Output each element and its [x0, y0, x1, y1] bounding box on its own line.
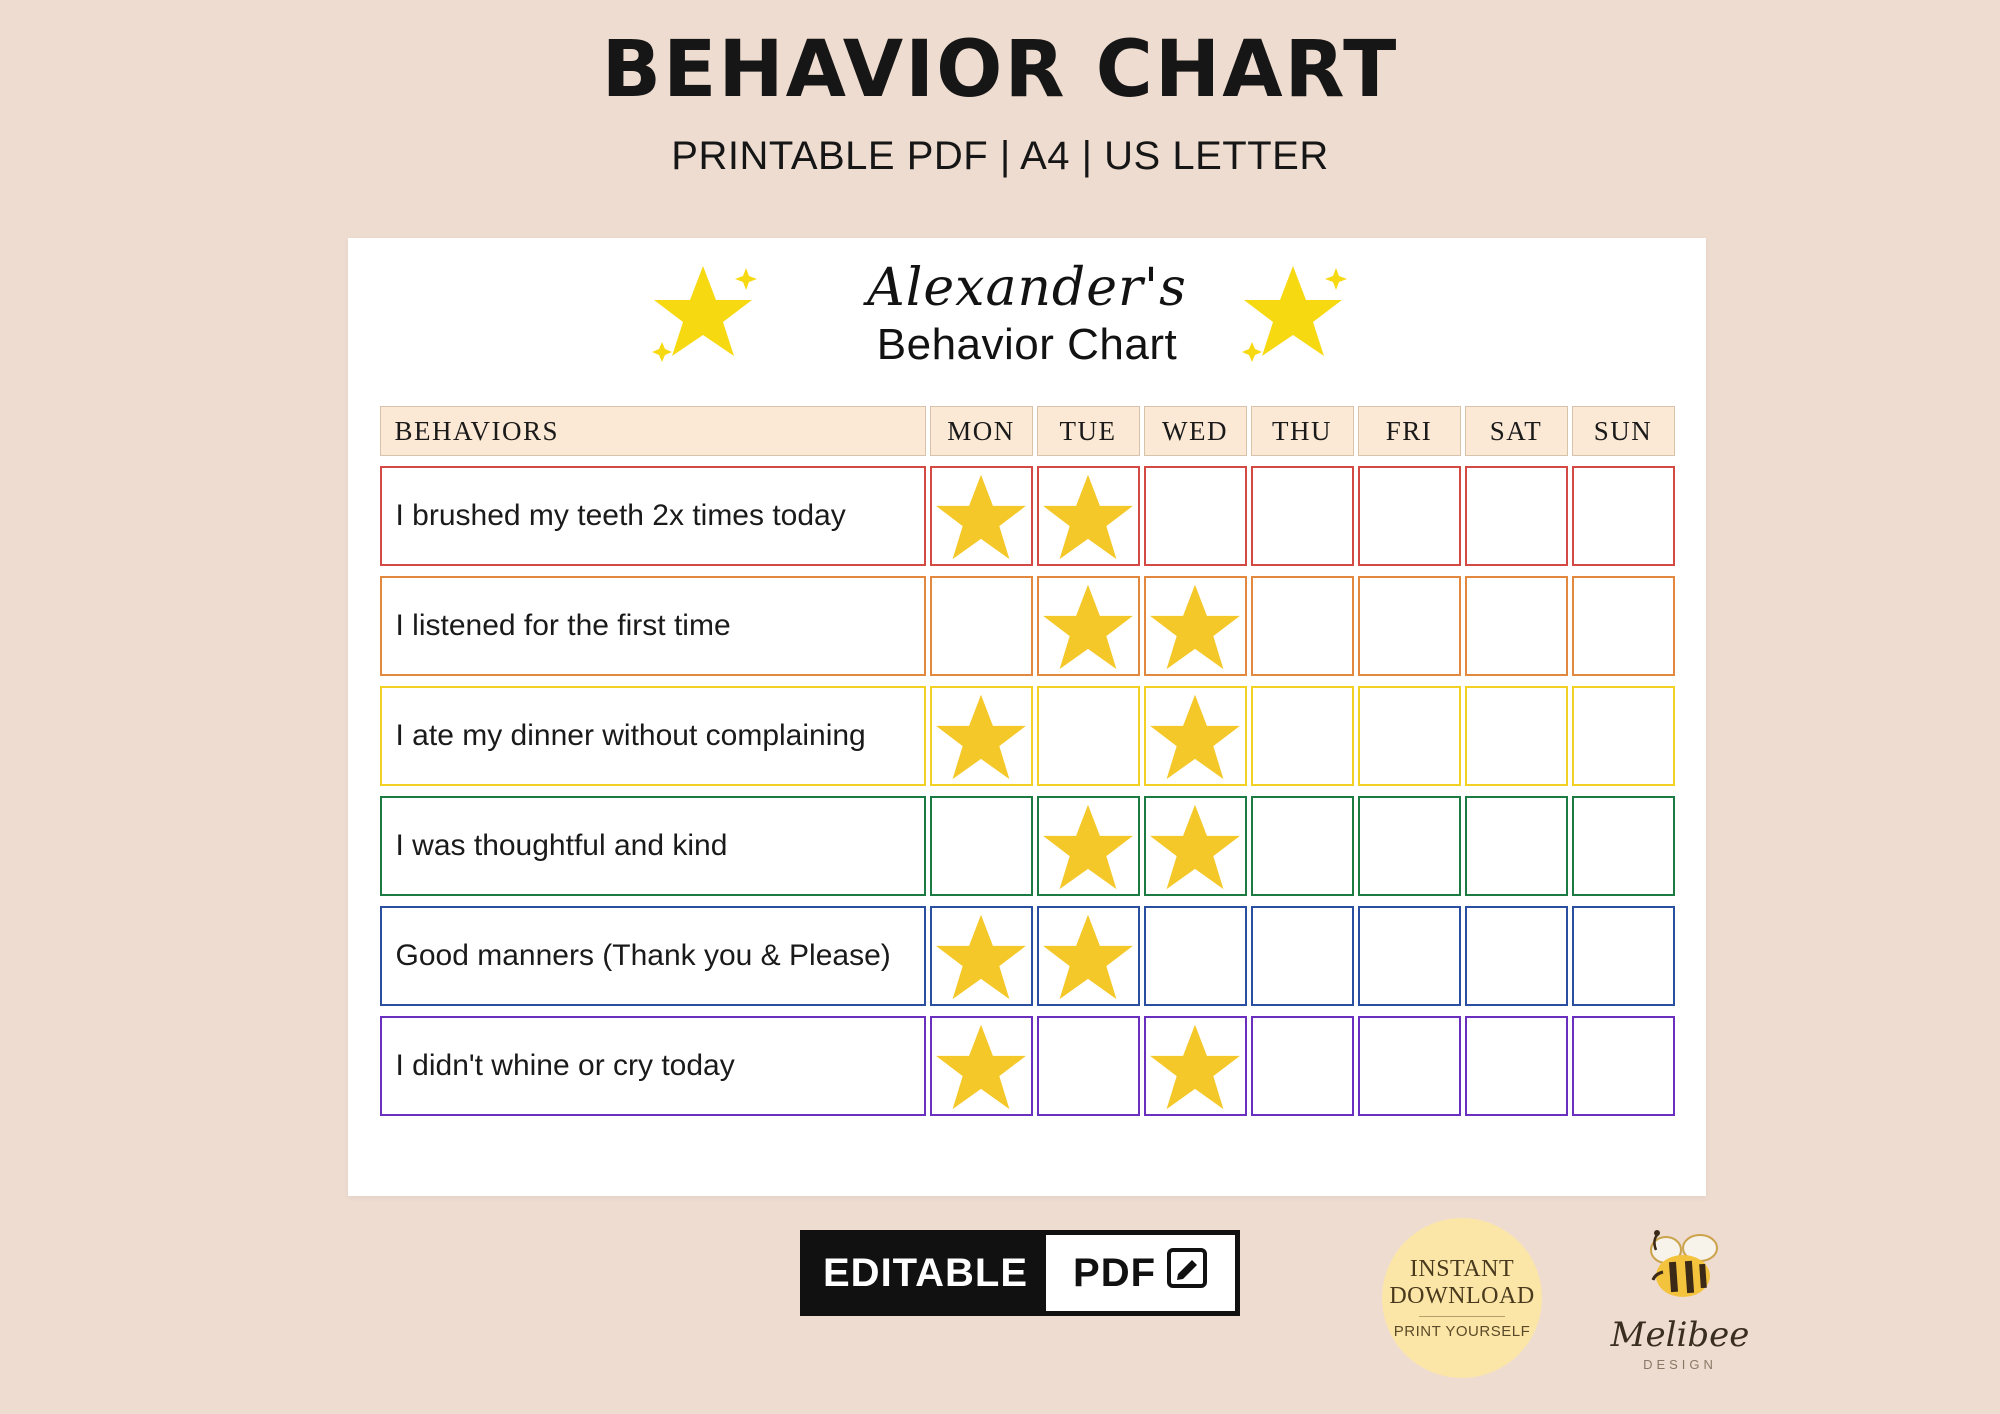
- checkbox-cell-mon[interactable]: [930, 906, 1033, 1006]
- behavior-label-cell: I listened for the first time: [380, 576, 926, 676]
- chart-heading: [867, 258, 1187, 370]
- checkbox-cell-tue[interactable]: [1037, 466, 1140, 566]
- column-header-sun: SUN: [1572, 406, 1675, 456]
- checkbox-cell-thu[interactable]: [1251, 906, 1354, 1006]
- star-icon: [1042, 472, 1134, 560]
- star-icon: [935, 912, 1027, 1000]
- behavior-label-cell: Good manners (Thank you & Please): [380, 906, 926, 1006]
- checkbox-cell-sat[interactable]: [1465, 686, 1568, 786]
- checkbox-cell-mon[interactable]: [930, 466, 1033, 566]
- star-icon: [935, 692, 1027, 780]
- checkbox-cell-tue[interactable]: [1037, 906, 1140, 1006]
- brand-logo: [1590, 1228, 1770, 1372]
- checkbox-cell-sun[interactable]: [1572, 906, 1675, 1006]
- star-icon: [1149, 1022, 1241, 1110]
- checkbox-cell-fri[interactable]: [1358, 466, 1461, 566]
- table-row: [380, 686, 1675, 786]
- footer: [0, 1218, 2000, 1398]
- checkbox-cell-fri[interactable]: [1358, 576, 1461, 676]
- checkbox-cell-tue[interactable]: [1037, 1016, 1140, 1116]
- checkbox-cell-thu[interactable]: [1251, 686, 1354, 786]
- pencil-edit-icon: [1166, 1247, 1208, 1299]
- editable-pdf-badge: [800, 1230, 1240, 1316]
- checkbox-cell-sun[interactable]: [1572, 796, 1675, 896]
- brand-tagline: DESIGN: [1643, 1357, 1717, 1372]
- star-icon: [1042, 912, 1134, 1000]
- star-icon: [935, 472, 1027, 560]
- column-header-wed: WED: [1144, 406, 1247, 456]
- checkbox-cell-sun[interactable]: [1572, 686, 1675, 786]
- checkbox-cell-wed[interactable]: [1144, 576, 1247, 676]
- child-name: Alexander's: [867, 258, 1187, 318]
- checkbox-cell-mon[interactable]: [930, 1016, 1033, 1116]
- checkbox-cell-fri[interactable]: [1358, 686, 1461, 786]
- checkbox-cell-sat[interactable]: [1465, 576, 1568, 676]
- chart-sheet: [348, 238, 1706, 1196]
- chart-title: Behavior Chart: [876, 320, 1178, 369]
- column-header-sat: SAT: [1465, 406, 1568, 456]
- bee-icon: [1626, 1293, 1734, 1310]
- divider: [1419, 1316, 1505, 1317]
- column-header-fri: FRI: [1358, 406, 1461, 456]
- table-row: [380, 1016, 1675, 1116]
- behavior-label-cell: I brushed my teeth 2x times today: [380, 466, 926, 566]
- star-icon: [1042, 802, 1134, 890]
- checkbox-cell-tue[interactable]: [1037, 686, 1140, 786]
- checkbox-cell-wed[interactable]: [1144, 466, 1247, 566]
- checkbox-cell-sat[interactable]: [1465, 1016, 1568, 1116]
- star-icon: [1149, 692, 1241, 780]
- checkbox-cell-sun[interactable]: [1572, 466, 1675, 566]
- checkbox-cell-thu[interactable]: [1251, 466, 1354, 566]
- editable-label: EDITABLE: [805, 1235, 1046, 1311]
- table-body: [380, 466, 1675, 1116]
- behavior-label-cell: I was thoughtful and kind: [380, 796, 926, 896]
- star-icon: [1238, 254, 1348, 369]
- star-icon: [1042, 582, 1134, 670]
- page-header: [0, 0, 2000, 179]
- checkbox-cell-sun[interactable]: [1572, 576, 1675, 676]
- behavior-table: [376, 396, 1679, 1126]
- star-icon: [1149, 802, 1241, 890]
- checkbox-cell-wed[interactable]: [1144, 686, 1247, 786]
- checkbox-cell-fri[interactable]: [1358, 906, 1461, 1006]
- checkbox-cell-wed[interactable]: [1144, 796, 1247, 896]
- table-row: [380, 466, 1675, 566]
- checkbox-cell-thu[interactable]: [1251, 796, 1354, 896]
- table-header-row: [380, 406, 1675, 456]
- checkbox-cell-wed[interactable]: [1144, 906, 1247, 1006]
- checkbox-cell-fri[interactable]: [1358, 796, 1461, 896]
- behavior-label-cell: I ate my dinner without complaining: [380, 686, 926, 786]
- checkbox-cell-sat[interactable]: [1465, 796, 1568, 896]
- checkbox-cell-sat[interactable]: [1465, 906, 1568, 1006]
- checkbox-cell-sun[interactable]: [1572, 1016, 1675, 1116]
- checkbox-cell-mon[interactable]: [930, 796, 1033, 896]
- instant-download-line1: INSTANT: [1409, 1256, 1515, 1283]
- instant-download-badge: [1382, 1218, 1542, 1378]
- sheet-header: [348, 238, 1706, 388]
- instant-download-line2: DOWNLOAD: [1389, 1282, 1535, 1309]
- star-icon: [935, 1022, 1027, 1110]
- table-row: [380, 576, 1675, 676]
- column-header-thu: THU: [1251, 406, 1354, 456]
- checkbox-cell-mon[interactable]: [930, 576, 1033, 676]
- column-header-behaviors: BEHAVIORS: [380, 406, 926, 456]
- star-icon: [1149, 582, 1241, 670]
- column-header-tue: TUE: [1037, 406, 1140, 456]
- brand-name: Melibee: [1610, 1315, 1750, 1355]
- pdf-label: PDF: [1073, 1250, 1157, 1295]
- page-subtitle: PRINTABLE PDF | A4 | US LETTER: [671, 133, 1329, 178]
- star-icon: [648, 254, 758, 369]
- table-row: [380, 796, 1675, 896]
- checkbox-cell-wed[interactable]: [1144, 1016, 1247, 1116]
- checkbox-cell-tue[interactable]: [1037, 576, 1140, 676]
- table-row: [380, 906, 1675, 1006]
- checkbox-cell-thu[interactable]: [1251, 576, 1354, 676]
- checkbox-cell-sat[interactable]: [1465, 466, 1568, 566]
- print-yourself-label: PRINT YOURSELF: [1393, 1322, 1531, 1340]
- pdf-label-group: [1046, 1235, 1235, 1311]
- checkbox-cell-tue[interactable]: [1037, 796, 1140, 896]
- checkbox-cell-mon[interactable]: [930, 686, 1033, 786]
- checkbox-cell-thu[interactable]: [1251, 1016, 1354, 1116]
- checkbox-cell-fri[interactable]: [1358, 1016, 1461, 1116]
- behavior-label-cell: I didn't whine or cry today: [380, 1016, 926, 1116]
- column-header-mon: MON: [930, 406, 1033, 456]
- page-title: BEHAVIOR CHART: [601, 25, 1399, 115]
